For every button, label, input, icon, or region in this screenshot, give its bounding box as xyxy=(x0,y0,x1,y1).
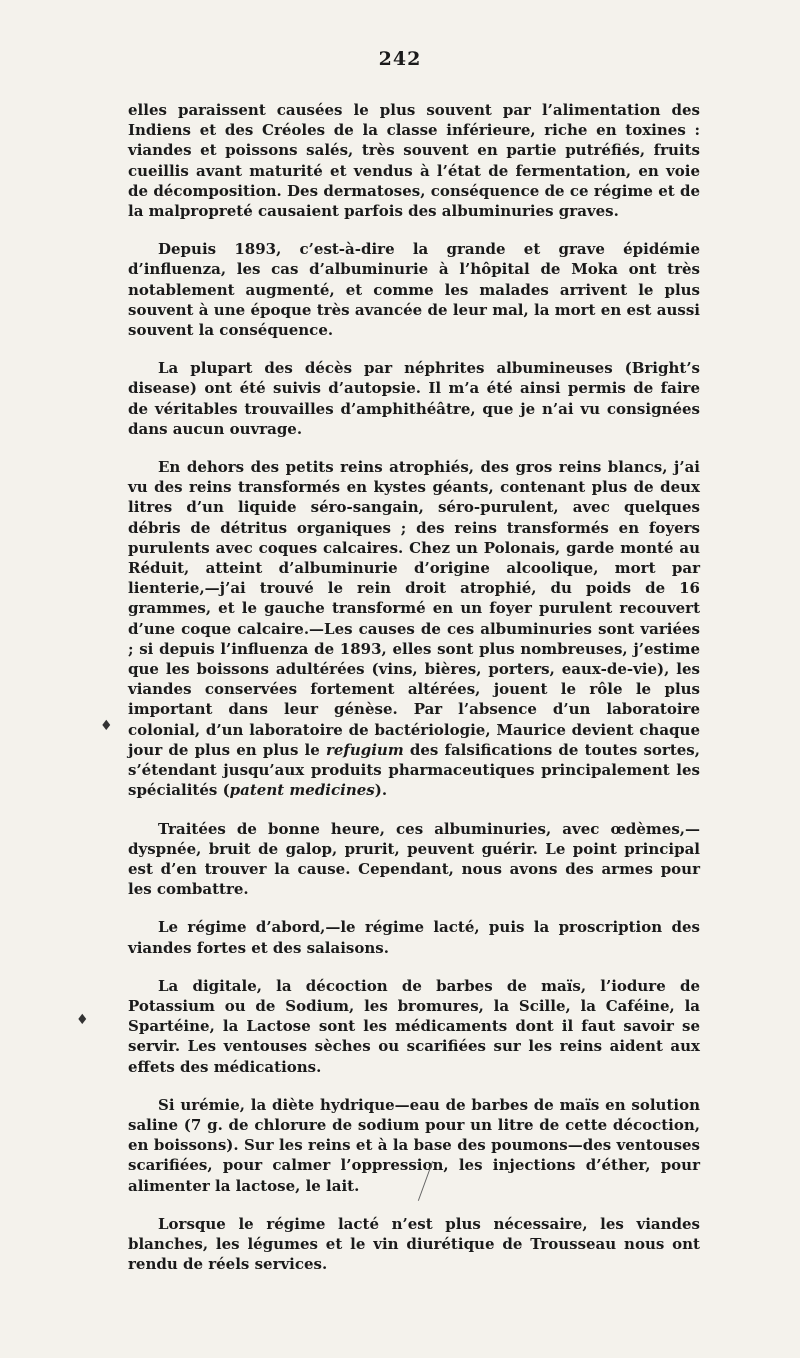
paragraph-5: Traitées de bonne heure, ces albuminuries, avec œdèmes,—dyspnée, bruit de galop, prurit, peuvent guérir. Le point principal est d’en trouver la cause. Cependant, nous avons des armes pour les combattre. xyxy=(128,819,700,899)
margin-mark-lower: ♦ xyxy=(76,1012,89,1028)
paragraph-6: Le régime d’abord,—le régime lacté, puis la proscription des viandes fortes et des salaisons. xyxy=(128,918,700,957)
paragraph-9: Lorsque le régime lacté n’est plus nécessaire, les viandes blanches, les légumes et le vin diurétique de Trousseau nous ont rendu de réels services. xyxy=(128,1214,700,1274)
paragraph-4-end: ). xyxy=(374,781,388,800)
page-number: 242 xyxy=(378,48,422,70)
paragraph-1: elles paraissent causées le plus souvent par l’alimentation des Indiens et des Créoles de la classe inférieure, riche en toxines : viandes et poissons salés, très souvent en partie putréfiés, fruits cueillis avant maturité et vendus à l’état de fermentation, en voie de décomposition. Des dermatoses, conséquence de ce régime et de la malpropreté causaient parfois des albuminuries graves. xyxy=(128,101,700,221)
paragraph-2: Depuis 1893, c’est-à-dire la grande et grave épidémie d’influenza, les cas d’albuminurie à l’hôpital de Moka ont très notablement augmenté, et comme les malades arrivent le plus souvent à une époque très avancée de leur mal, la mort en est aussi souvent la conséquence. xyxy=(128,240,700,340)
paragraph-7: La digitale, la décoction de barbes de maïs, l’iodure de Potassium ou de Sodium, les bromures, la Scille, la Caféine, la Spartéine, la Lactose sont les médicaments dont il faut savoir se servir. Les ventouses sèches ou scarifiées sur les reins aident aux effets des médications. xyxy=(128,976,700,1076)
paragraph-4-middle: des falsifications de toutes sortes, s’étendant jusqu’aux produits pharmaceutiques principalement les spécialités ( xyxy=(128,740,700,800)
paragraph-8: Si urémie, la diète hydrique—eau de barbes de maïs en solution saline (7 g. de chlorure de sodium pour un litre de cette décoction, en boissons). Sur les reins et à la base des poumons—des ventouses scarifiées, pour calmer l’oppression, les injections d’éther, pour alimenter la lactose, le lait. xyxy=(128,1095,700,1195)
paragraph-4-italic-patent: patent medicines xyxy=(229,781,375,800)
paragraph-3: La plupart des décès par néphrites albumineuses (Bright’s disease) ont été suivis d’autopsie. Il m’a été ainsi permis de faire de véritables trouvailles d’amphithéâtre, que je n’ai vu consignées dans aucun ouvrage. xyxy=(128,359,700,438)
body-text xyxy=(128,100,700,1292)
paragraph-4-main: En dehors des petits reins atrophiés, des gros reins blancs, j’ai vu des reins transformés en kystes géants, contenant plus de deux litres d’un liquide séro-sangain, séro-purulent, avec quelques débris de détritus organiques ; des reins transformés en foyers purulents avec coques calcaires. Chez un Polonais, garde monté au Réduit, atteint d’albuminurie d’origine alcoolique, mort par lienterie,—j’ai trouvé le rein droit atrophié, du poids de 16 grammes, et le gauche transformé en un foyer purulent recouvert d’une coque calcaire.—Les causes de ces albuminuries sont variées ; si depuis l’influenza de 1893, elles sont plus nombreuses, j’estime que les boissons adultérées (vins, bières, porters, eaux-de-vie), les viandes conservées fortement altérées, jouent le rôle le plus important dans leur génèse. Par l’absence d’un laboratoire colonial, d’un laboratoire de bactériologie, Maurice devient chaque jour de plus en plus le xyxy=(128,458,700,759)
paragraph-4 xyxy=(128,457,700,800)
margin-mark-upper: ♦ xyxy=(100,718,113,734)
paragraph-4-italic-refugium: refugium xyxy=(325,740,404,759)
